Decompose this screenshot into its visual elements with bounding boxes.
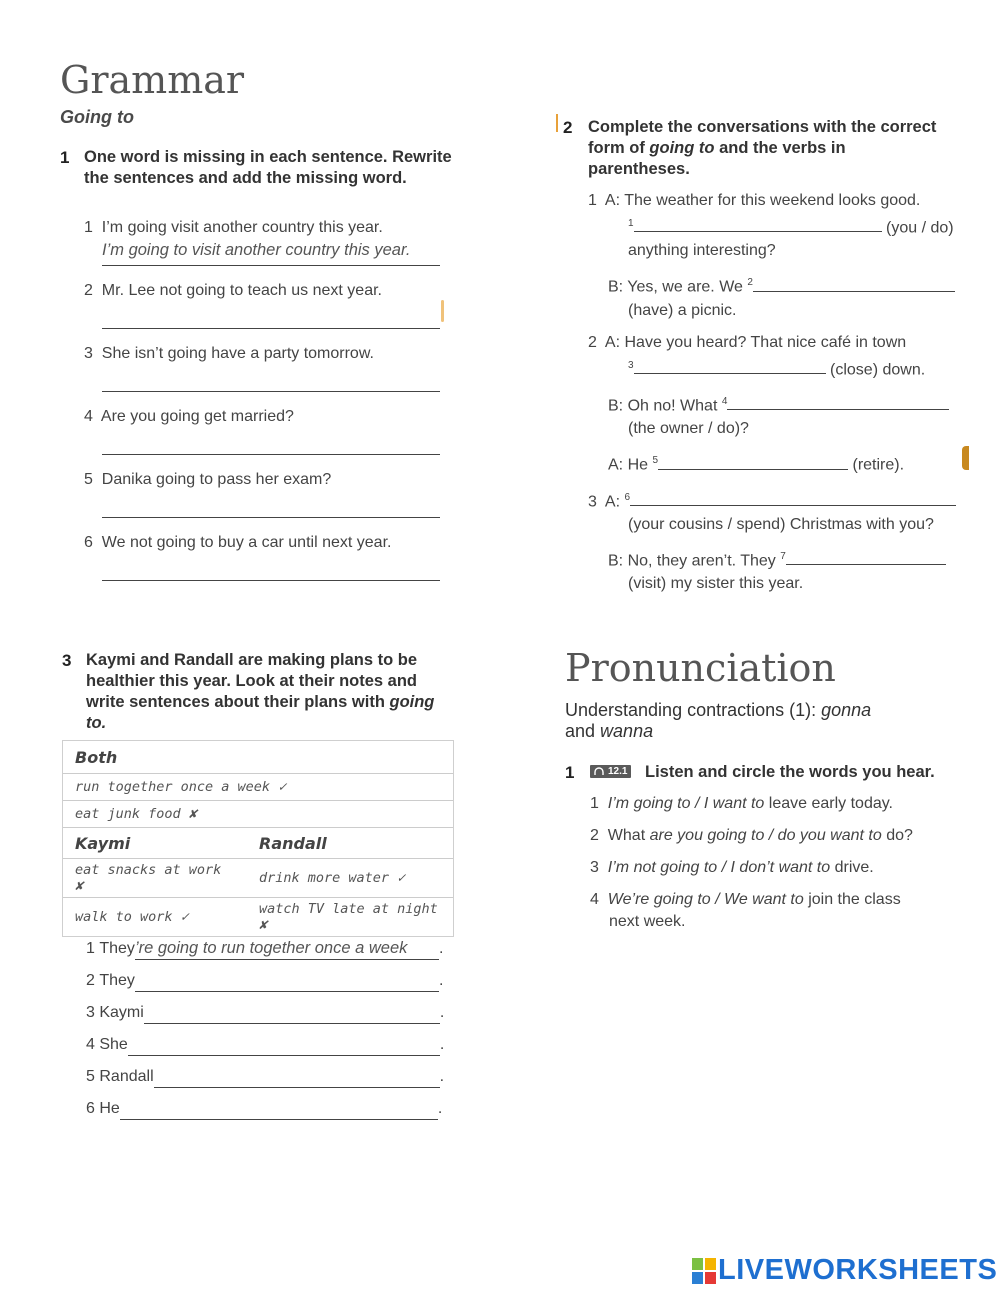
ex2-line xyxy=(588,513,978,536)
item-text: She isn’t going have a party tomorrow. xyxy=(101,345,374,362)
ex2-line xyxy=(588,390,978,417)
liveworksheets-logo[interactable] xyxy=(692,1254,997,1287)
both-note: eat junk food ✘ xyxy=(63,801,453,828)
item-number: 1 xyxy=(84,219,93,236)
ex3-item: 5 Randall . xyxy=(86,1064,456,1088)
ex2-line xyxy=(588,189,978,212)
ex1-item xyxy=(84,280,454,302)
ex2-instruction-em: going to xyxy=(649,139,715,157)
ex2-instruction-part: and the verbs in parentheses. xyxy=(588,139,846,178)
ex1-answer-line-5[interactable] xyxy=(102,505,440,518)
gap-number: 5 xyxy=(652,455,659,467)
item-number: 3 xyxy=(84,345,93,362)
audio-track-button[interactable] xyxy=(590,765,631,778)
logo-text: LIVEWORKSHEETS xyxy=(718,1254,998,1286)
ex2-line xyxy=(588,354,978,381)
ex3-answer-line-4[interactable] xyxy=(128,1037,440,1056)
subtitle-em: wanna xyxy=(600,721,654,741)
ex1-list xyxy=(84,217,454,581)
item-subject: They xyxy=(99,940,135,957)
notes-grid xyxy=(63,741,453,936)
circle-options[interactable]: We’re going to / We want to xyxy=(607,891,804,908)
ex2-line xyxy=(588,417,978,440)
ex3-number: 3 xyxy=(62,651,72,670)
speaker-label: B: xyxy=(608,552,624,570)
item-number: 3 xyxy=(86,1004,95,1021)
speaker-text: The weather for this weekend looks good. xyxy=(624,192,921,209)
table-row xyxy=(63,898,453,937)
kaymi-note: eat snacks at work ✘ xyxy=(63,859,247,898)
randall-note: drink more water ✓ xyxy=(247,859,453,898)
gap-hint: (retire). xyxy=(852,456,905,474)
ex3-item: 1 They ’re going to run together once a week . xyxy=(86,936,456,960)
item-text: Are you going get married? xyxy=(100,408,294,425)
item-number: 5 xyxy=(84,471,93,488)
item-subject: They xyxy=(99,972,135,989)
ex3-item: 4 She . xyxy=(86,1032,456,1056)
ex2-line xyxy=(588,212,978,239)
ex1-answer-line-6[interactable] xyxy=(102,568,440,581)
gap-number: 4 xyxy=(721,395,728,407)
item-number: 1 xyxy=(590,795,599,812)
both-header: Both xyxy=(63,741,453,774)
table-row xyxy=(63,741,453,774)
conv-number: 1 xyxy=(588,192,597,209)
pronunciation-title: Pronunciation xyxy=(565,646,836,690)
pron-item xyxy=(590,889,970,933)
speaker-text: He xyxy=(627,456,649,474)
item-text: What xyxy=(607,827,650,844)
kaymi-header: Kaymi xyxy=(63,828,247,859)
edge-mark xyxy=(441,300,444,322)
ex3-instruction xyxy=(86,650,441,734)
ex1-answer-line-1[interactable] xyxy=(102,241,440,266)
edge-mark xyxy=(962,446,969,470)
speaker-text: (have) a picnic. xyxy=(628,301,737,319)
item-number: 4 xyxy=(86,1036,95,1053)
ex3-answer-1[interactable]: ’re going to run together once a week xyxy=(135,937,439,960)
item-text: We not going to buy a car until next year. xyxy=(101,534,392,551)
item-text: leave early today. xyxy=(764,795,893,812)
notes-table xyxy=(62,740,454,937)
randall-note: watch TV late at night ✘ xyxy=(259,901,438,933)
ex2-line xyxy=(588,299,978,322)
ex2-gap-5[interactable] xyxy=(658,469,848,470)
ex2-gap-6[interactable] xyxy=(630,505,956,506)
grammar-title: Grammar xyxy=(60,58,245,102)
ex3-item: 6 He . xyxy=(86,1096,456,1120)
ex3-answer-line-6[interactable] xyxy=(120,1101,438,1120)
ex1-answer-line-2[interactable] xyxy=(102,316,440,329)
speaker-label: B: xyxy=(608,397,624,415)
item-number: 6 xyxy=(86,1100,95,1117)
speaker-text: (your cousins / spend) Christmas with you? xyxy=(628,515,934,533)
headphones-icon xyxy=(594,767,604,776)
speaker-text: anything interesting? xyxy=(628,242,776,260)
speaker-label: A: xyxy=(604,492,621,510)
item-number: 5 xyxy=(86,1068,95,1085)
ex3-instruction-em: going to. xyxy=(86,693,435,732)
item-text: I’m going visit another country this year. xyxy=(101,219,383,236)
item-number: 3 xyxy=(590,859,599,876)
item-number: 1 xyxy=(86,940,95,957)
gap-number: 6 xyxy=(624,491,631,503)
table-row xyxy=(63,774,453,801)
ex2-line xyxy=(588,271,978,298)
conv-number: 3 xyxy=(588,492,597,510)
ex2-gap-3[interactable] xyxy=(634,373,826,374)
ex2-line xyxy=(588,239,978,262)
circle-options[interactable]: I’m going to / I want to xyxy=(607,795,765,812)
ex2-instruction xyxy=(588,117,948,180)
audio-track-label: 12.1 xyxy=(608,766,628,777)
randall-header: Randall xyxy=(247,828,453,859)
gap-hint: (close) down. xyxy=(830,360,926,378)
item-text: join the class xyxy=(803,891,901,908)
speaker-label: A: xyxy=(604,192,621,209)
item-text: next week. xyxy=(609,913,686,930)
kaymi-note: walk to work ✓ xyxy=(75,909,189,925)
margin-marker xyxy=(556,114,558,132)
gap-hint: (you / do) xyxy=(886,219,954,237)
item-text: Danika going to pass her exam? xyxy=(101,471,332,488)
speaker-text: No, they aren’t. They xyxy=(627,552,776,570)
ex1-instruction: One word is missing in each sentence. Rewrite the sentences and add the missing word. xyxy=(84,148,452,187)
circle-options[interactable]: I’m not going to / I don’t want to xyxy=(607,859,831,876)
pron-ex-number: 1 xyxy=(565,763,575,782)
ex3-item: 3 Kaymi . xyxy=(86,1000,456,1024)
ex3-instruction-part: Kaymi and Randall are making plans to be healthier this year. Look at their notes and write sentences about their plans with xyxy=(86,651,418,711)
ex2-line xyxy=(588,545,978,572)
item-number: 2 xyxy=(590,827,599,844)
pron-item xyxy=(590,825,970,847)
item-subject: She xyxy=(99,1036,128,1053)
circle-options[interactable]: are you going to / do you want to xyxy=(649,827,882,844)
item-subject: He xyxy=(99,1100,120,1117)
subtitle-part: Understanding contractions (1): xyxy=(565,700,822,720)
ex3-answer-line-2[interactable] xyxy=(135,973,439,992)
conv-number: 2 xyxy=(588,333,597,351)
lw-logo-icon xyxy=(692,1258,716,1284)
gap-number: 7 xyxy=(780,550,786,562)
speaker-text: (visit) my sister this year. xyxy=(628,575,804,593)
speaker-text: Yes, we are. We xyxy=(627,278,743,296)
ex1-item xyxy=(84,469,454,491)
speaker-label: B: xyxy=(608,278,624,296)
ex2-line xyxy=(588,486,978,513)
ex3-answer-line-3[interactable] xyxy=(144,1005,440,1024)
ex2-line xyxy=(588,331,978,354)
item-number: 6 xyxy=(84,534,93,551)
item-number: 2 xyxy=(86,972,95,989)
gap-number: 3 xyxy=(628,359,634,371)
subtitle-part: and xyxy=(565,721,601,741)
ex1-number: 1 xyxy=(60,148,70,167)
speaker-label: A: xyxy=(604,333,621,351)
ex2-gap-1[interactable] xyxy=(634,231,882,232)
item-subject: Kaymi xyxy=(99,1004,144,1021)
item-number: 4 xyxy=(84,408,93,425)
ex2-conversations xyxy=(588,189,978,595)
ex1-item xyxy=(84,343,454,365)
ex2-instruction-part: Complete the conversations with the correct form of xyxy=(588,118,937,157)
speaker-label: A: xyxy=(608,456,624,474)
ex2-gap-4[interactable] xyxy=(727,409,949,410)
gap-number: 1 xyxy=(628,218,634,229)
table-row xyxy=(63,859,453,898)
pron-list xyxy=(590,793,970,933)
speaker-text: Oh no! What xyxy=(627,397,718,415)
item-text: drive. xyxy=(830,859,874,876)
item-number: 4 xyxy=(590,891,599,908)
table-row xyxy=(63,801,453,828)
table-row xyxy=(63,828,453,859)
pron-item xyxy=(590,857,970,879)
grammar-subtitle: Going to xyxy=(60,107,134,127)
ex3-item: 2 They . xyxy=(86,968,456,992)
ex2-line xyxy=(588,572,978,595)
ex2-gap-2[interactable] xyxy=(753,291,955,292)
pronunciation-subtitle xyxy=(565,700,955,742)
both-note: run together once a week ✓ xyxy=(63,774,453,801)
ex3-answer-line-5[interactable] xyxy=(154,1069,440,1088)
speaker-text: (the owner / do)? xyxy=(628,420,749,438)
item-text: do? xyxy=(881,827,913,844)
ex1-answer-line-4[interactable] xyxy=(102,442,440,455)
ex2-number: 2 xyxy=(563,118,573,137)
ex1-item xyxy=(84,217,454,239)
item-subject: Randall xyxy=(99,1068,154,1085)
ex2-line xyxy=(588,449,978,476)
item-number: 2 xyxy=(84,282,93,299)
ex1-item xyxy=(84,406,454,428)
ex3-list xyxy=(86,936,456,1120)
item-text: Mr. Lee not going to teach us next year. xyxy=(101,282,382,299)
ex1-answer-line-3[interactable] xyxy=(102,379,440,392)
speaker-text: Have you heard? That nice café in town xyxy=(624,333,907,351)
ex2-gap-7[interactable] xyxy=(786,564,946,565)
ex1-item xyxy=(84,532,454,554)
pron-instruction: Listen and circle the words you hear. xyxy=(645,763,935,781)
ex1-answer-1: I’m going to visit another country this year. xyxy=(102,241,411,259)
gap-number: 2 xyxy=(747,277,753,289)
subtitle-em: gonna xyxy=(821,700,872,720)
pron-item xyxy=(590,793,970,815)
